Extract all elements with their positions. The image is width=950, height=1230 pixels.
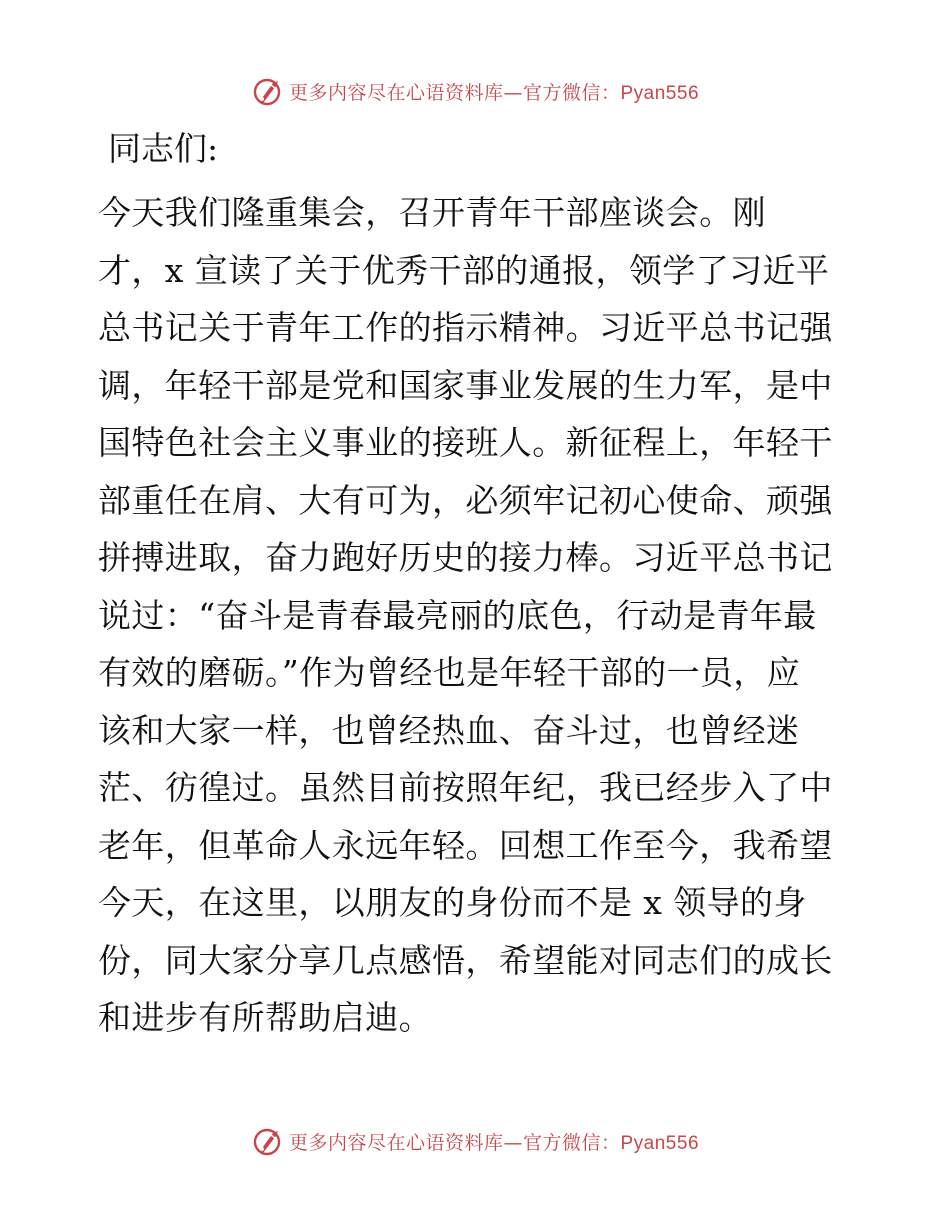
paragraph-line: 和进步有所帮助启迪。 (98, 998, 432, 1037)
paragraph (98, 184, 853, 1047)
header-watermark (0, 71, 950, 111)
watermark-text (289, 78, 699, 105)
paragraph-line: 有效的磨砺。”作为曾经也是年轻干部的一员，应 (98, 653, 801, 692)
paragraph-line: 老年，但革命人永远年轻。回想工作至今，我希望 (98, 825, 833, 865)
paragraph-line: 总书记关于青年工作的指示精神。习近平总书记强 (98, 308, 833, 347)
document-body (98, 120, 853, 1047)
watermark-wechat-id: Pyan556 (620, 1132, 700, 1154)
paragraph-line: 拼搏进取，奋力跑好历史的接力棒。习近平总书记 (98, 538, 833, 577)
paragraph-line: 部重任在肩、大有可为，必须牢记初心使命、顽强 (98, 480, 833, 520)
paragraph-line: 该和大家一样，也曾经热血、奋斗过，也曾经迷 (98, 710, 800, 750)
paragraph-line: 茫、彷徨过。虽然目前按照年纪，我已经步入了中 (98, 768, 833, 807)
watermark-wechat-id: Pyan556 (620, 82, 700, 104)
paragraph-line: 今天我们隆重集会，召开青年干部座谈会。刚 (98, 193, 766, 232)
greeting: 同志们: (108, 129, 219, 168)
watermark-banner (251, 1125, 699, 1157)
paragraph-line: 才，x 宣读了关于优秀干部的通报，领学了习近平 (98, 250, 830, 290)
paragraph-line: 说过：“奋斗是青春最亮丽的底色，行动是青年最 (98, 595, 817, 635)
paragraph-line: 份，同大家分享几点感悟，希望能对同志们的成长 (98, 940, 833, 980)
pen-logo-icon (251, 75, 283, 107)
paragraph-line: 调，年轻干部是党和国家事业发展的生力军，是中 (98, 365, 833, 405)
watermark-banner (251, 75, 699, 107)
pen-logo-icon (251, 1125, 283, 1157)
paragraph-line: 今天，在这里，以朋友的身份而不是 x 领导的身 (98, 883, 807, 922)
footer-watermark (0, 1121, 950, 1161)
paragraph-line: 国特色社会主义事业的接班人。新征程上，年轻干 (98, 423, 833, 462)
watermark-label: 更多内容尽在心语资料库—官方微信： (288, 1131, 621, 1154)
watermark-label: 更多内容尽在心语资料库—官方微信： (288, 81, 621, 104)
watermark-text (289, 1128, 699, 1155)
